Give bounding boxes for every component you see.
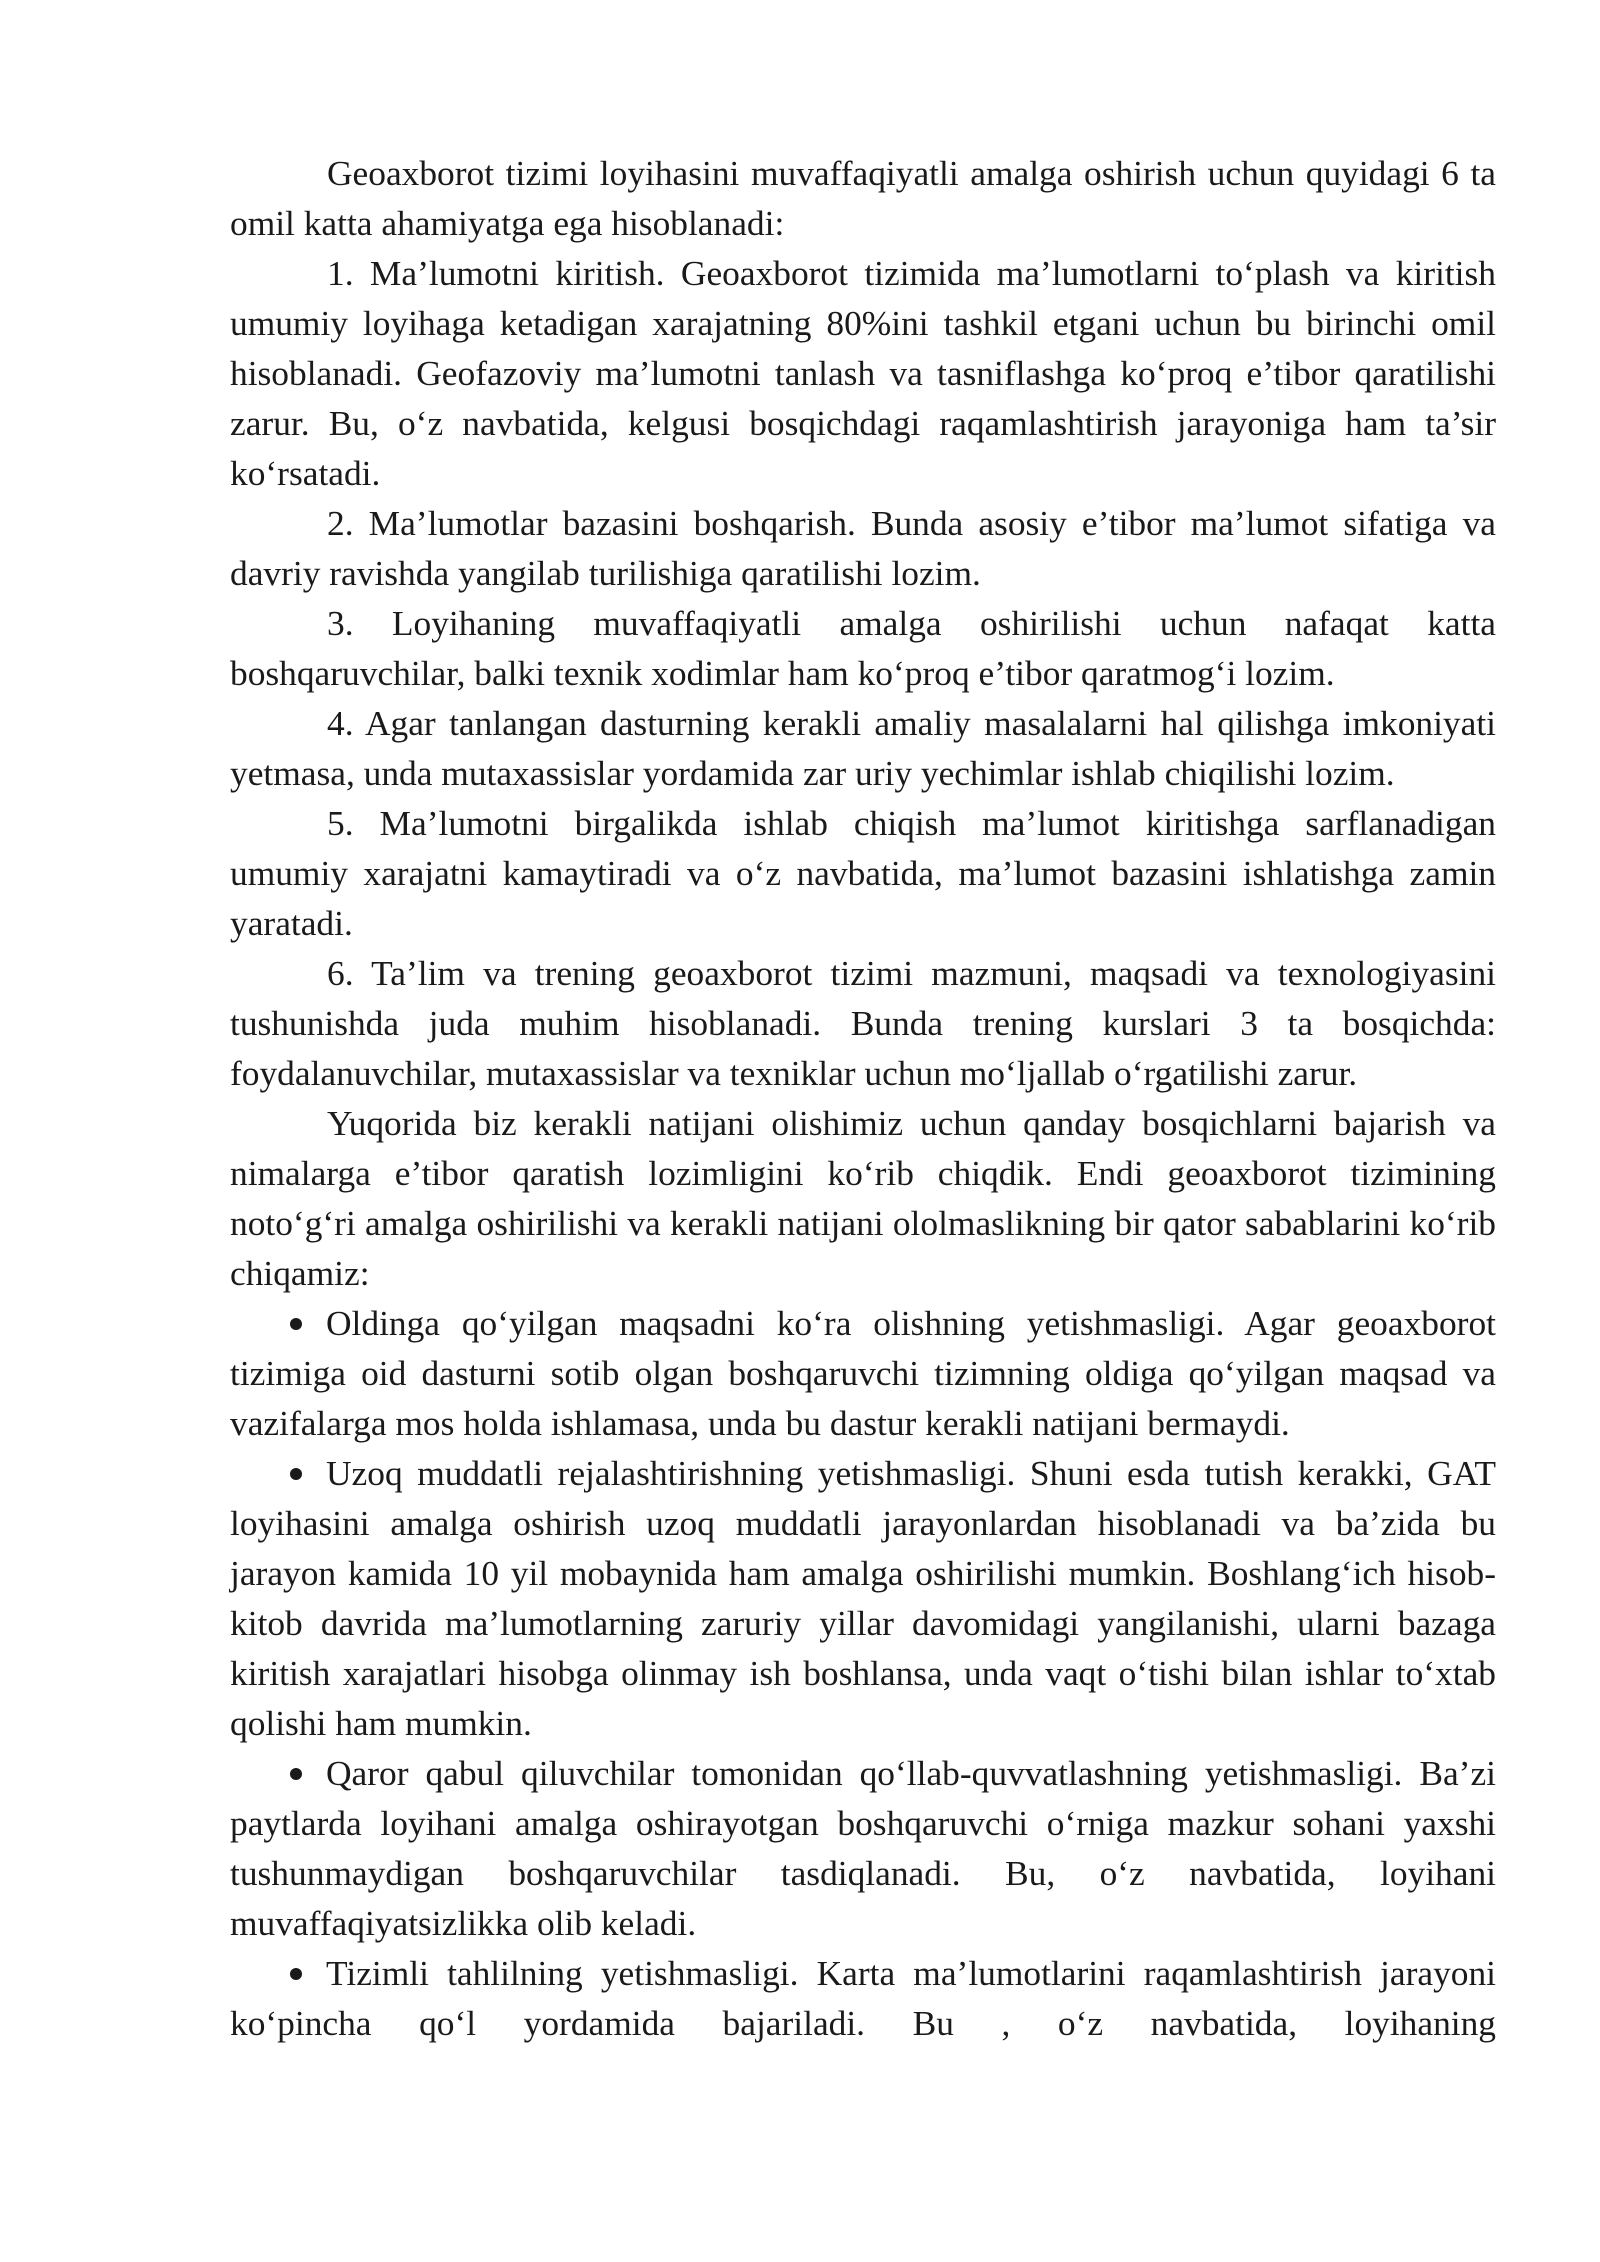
bullet-item-planning (230, 1448, 1496, 1748)
bullet-dot-icon (290, 1968, 302, 1980)
bullet-item-analysis (230, 1948, 1496, 2048)
document-page (230, 148, 1496, 2048)
bullet-text: Tizimli tahlilning yetishmasligi. Karta ma’lumotlarini raqamlashtirish jarayoni ko‘pincha qo‘l yordamida bajariladi. Bu , o‘z navbatida, loyihaning (230, 1953, 1496, 2043)
paragraph-factor-1: 1. Ma’lumotni kiritish. Geoaxborot tizimida ma’lumotlarni to‘plash va kiritish umumiy loyihaga ketadigan xarajatning 80%ini tashkil etgani uchun bu birinchi omil hisoblanadi. Geofazoviy ma’lumotni tanlash va tasniflashga ko‘proq e’tibor qaratilishi zarur. Bu, o‘z navbatida, kelgusi bosqichdagi raqamlashtirish jarayoniga ham ta’sir ko‘rsatadi. (230, 253, 1496, 493)
paragraph-factor-2: 2. Ma’lumotlar bazasini boshqarish. Bunda asosiy e’tibor ma’lumot sifatiga va davriy ravishda yangilab turilishiga qaratilishi lozim. (230, 503, 1496, 593)
bullet-dot-icon (290, 1318, 302, 1330)
paragraph-transition: Yuqorida biz kerakli natijani olishimiz uchun qanday bosqichlarni bajarish va nimalarga e’tibor qaratish lozimligini ko‘rib chiqdik. Endi geoaxborot tizimining noto‘g‘ri amalga oshirilishi va kerakli natijani ololmaslikning bir qator sabablarini ko‘rib chiqamiz: (230, 1103, 1496, 1293)
paragraph-intro: Geoaxborot tizimi loyihasini muvaffaqiyatli amalga oshirish uchun quyidagi 6 ta omil katta ahamiyatga ega hisoblanadi: (230, 153, 1496, 243)
bullet-item-support (230, 1748, 1496, 1948)
bullet-text: Qaror qabul qiluvchilar tomonidan qo‘llab-quvvatlashning yetishmasligi. Ba’zi paytlarda loyihani amalga oshirayotgan boshqaruvchi o‘rniga mazkur sohani yaxshi tushunmaydigan boshqaruvchilar tasdiqlanadi. Bu, o‘z navbatida, loyihani muvaffaqiyatsizlikka olib keladi. (230, 1753, 1496, 1943)
paragraph-factor-4: 4. Agar tanlangan dasturning kerakli amaliy masalalarni hal qilishga imkoniyati yetmasa, unda mutaxassislar yordamida zar uriy yechimlar ishlab chiqilishi lozim. (230, 703, 1496, 793)
paragraph-factor-5: 5. Ma’lumotni birgalikda ishlab chiqish ma’lumot kiritishga sarflanadigan umumiy xarajatni kamaytiradi va o‘z navbatida, ma’lumot bazasini ishlatishga zamin yaratadi. (230, 803, 1496, 943)
paragraph-factor-3: 3. Loyihaning muvaffaqiyatli amalga oshirilishi uchun nafaqat katta boshqaruvchilar, balki texnik xodimlar ham ko‘proq e’tibor qaratmog‘i lozim. (230, 603, 1496, 693)
bullet-item-goal (230, 1298, 1496, 1448)
bullet-text: Oldinga qo‘yilgan maqsadni ko‘ra olishning yetishmasligi. Agar geoaxborot tizimiga oid dasturni sotib olgan boshqaruvchi tizimning oldiga qo‘yilgan maqsad va vazifalarga mos holda ishlamasa, unda bu dastur kerakli natijani bermaydi. (230, 1303, 1496, 1443)
paragraph-factor-6: 6. Ta’lim va trening geoaxborot tizimi mazmuni, maqsadi va texnologiyasini tushunishda juda muhim hisoblanadi. Bunda trening kurslari 3 ta bosqichda: foydalanuvchilar, mutaxassislar va texniklar uchun mo‘ljallab o‘rgatilishi zarur. (230, 953, 1496, 1093)
bullet-dot-icon (290, 1768, 302, 1780)
bullet-text: Uzoq muddatli rejalashtirishning yetishmasligi. Shuni esda tutish kerakki, GAT loyihasini amalga oshirish uzoq muddatli jarayonlardan hisoblanadi va ba’zida bu jarayon kamida 10 yil mobaynida ham amalga oshirilishi mumkin. Boshlang‘ich hisob-kitob davrida ma’lumotlarning zaruriy yillar davomidagi yangilanishi, ularni bazaga kiritish xarajatlari hisobga olinmay ish boshlansa, unda vaqt o‘tishi bilan ishlar to‘xtab qolishi ham mumkin. (230, 1453, 1496, 1743)
bullet-dot-icon (290, 1468, 302, 1480)
